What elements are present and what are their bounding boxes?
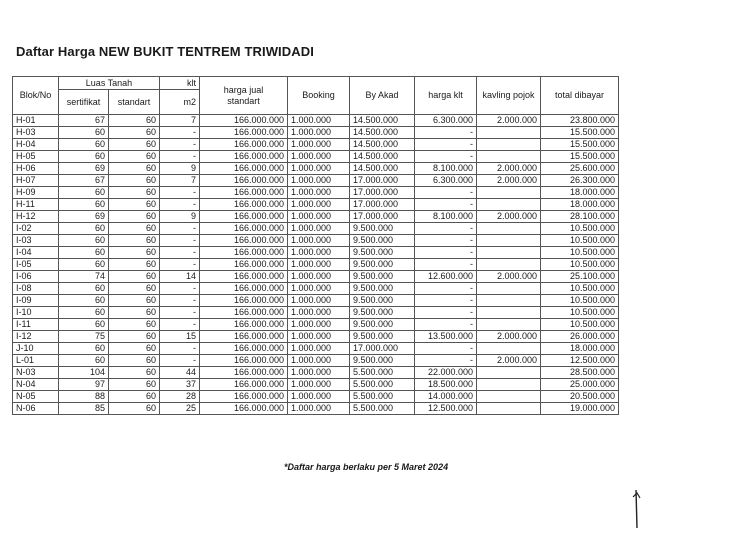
cell-kavling-pojok bbox=[477, 307, 541, 319]
cell-blok: N-04 bbox=[13, 379, 59, 391]
cell-harga-jual: 166.000.000 bbox=[200, 199, 288, 211]
cell-sertifikat: 60 bbox=[59, 151, 109, 163]
cell-kavling-pojok bbox=[477, 247, 541, 259]
cell-booking: 1.000.000 bbox=[288, 151, 350, 163]
col-header-harga-jual-line1: harga jual bbox=[223, 84, 264, 95]
cell-total: 10.500.000 bbox=[541, 223, 619, 235]
col-header-harga-jual bbox=[200, 77, 288, 115]
cell-blok: N-03 bbox=[13, 367, 59, 379]
cell-harga-jual: 166.000.000 bbox=[200, 139, 288, 151]
cell-total: 28.500.000 bbox=[541, 367, 619, 379]
cell-booking: 1.000.000 bbox=[288, 187, 350, 199]
table-row bbox=[13, 307, 619, 319]
handwritten-mark bbox=[630, 488, 644, 530]
cell-booking: 1.000.000 bbox=[288, 307, 350, 319]
cell-standart: 60 bbox=[109, 283, 160, 295]
col-header-blok: Blok/No bbox=[13, 77, 59, 115]
cell-total: 15.500.000 bbox=[541, 139, 619, 151]
cell-kavling-pojok: 2.000.000 bbox=[477, 331, 541, 343]
cell-booking: 1.000.000 bbox=[288, 235, 350, 247]
cell-standart: 60 bbox=[109, 403, 160, 415]
cell-total: 28.100.000 bbox=[541, 211, 619, 223]
cell-sertifikat: 88 bbox=[59, 391, 109, 403]
table-row bbox=[13, 403, 619, 415]
cell-klt: - bbox=[160, 259, 200, 271]
cell-harga-jual: 166.000.000 bbox=[200, 271, 288, 283]
cell-by-akad: 9.500.000 bbox=[350, 247, 415, 259]
cell-kavling-pojok: 2.000.000 bbox=[477, 211, 541, 223]
cell-klt: - bbox=[160, 235, 200, 247]
cell-booking: 1.000.000 bbox=[288, 355, 350, 367]
cell-booking: 1.000.000 bbox=[288, 403, 350, 415]
cell-klt: 37 bbox=[160, 379, 200, 391]
cell-blok: H-05 bbox=[13, 151, 59, 163]
cell-total: 18.000.000 bbox=[541, 187, 619, 199]
table-row bbox=[13, 223, 619, 235]
cell-total: 18.000.000 bbox=[541, 343, 619, 355]
cell-total: 10.500.000 bbox=[541, 259, 619, 271]
cell-by-akad: 9.500.000 bbox=[350, 319, 415, 331]
col-header-klt: klt bbox=[160, 77, 200, 90]
cell-harga-jual: 166.000.000 bbox=[200, 283, 288, 295]
cell-blok: H-09 bbox=[13, 187, 59, 199]
cell-booking: 1.000.000 bbox=[288, 199, 350, 211]
cell-klt: - bbox=[160, 247, 200, 259]
cell-sertifikat: 60 bbox=[59, 355, 109, 367]
cell-kavling-pojok bbox=[477, 199, 541, 211]
cell-klt: - bbox=[160, 199, 200, 211]
cell-standart: 60 bbox=[109, 115, 160, 127]
cell-by-akad: 9.500.000 bbox=[350, 355, 415, 367]
cell-harga-klt: - bbox=[415, 151, 477, 163]
cell-blok: L-01 bbox=[13, 355, 59, 367]
cell-standart: 60 bbox=[109, 259, 160, 271]
col-header-luas-tanah: Luas Tanah bbox=[59, 77, 160, 90]
table-row bbox=[13, 187, 619, 199]
cell-blok: H-03 bbox=[13, 127, 59, 139]
cell-standart: 60 bbox=[109, 319, 160, 331]
cell-blok: H-12 bbox=[13, 211, 59, 223]
cell-harga-klt: 18.500.000 bbox=[415, 379, 477, 391]
cell-harga-klt: - bbox=[415, 139, 477, 151]
cell-harga-jual: 166.000.000 bbox=[200, 259, 288, 271]
cell-klt: - bbox=[160, 355, 200, 367]
cell-klt: - bbox=[160, 295, 200, 307]
price-table-body bbox=[13, 115, 619, 415]
cell-by-akad: 9.500.000 bbox=[350, 307, 415, 319]
cell-standart: 60 bbox=[109, 307, 160, 319]
cell-booking: 1.000.000 bbox=[288, 319, 350, 331]
cell-sertifikat: 67 bbox=[59, 115, 109, 127]
cell-by-akad: 17.000.000 bbox=[350, 343, 415, 355]
cell-sertifikat: 74 bbox=[59, 271, 109, 283]
cell-sertifikat: 60 bbox=[59, 187, 109, 199]
cell-kavling-pojok: 2.000.000 bbox=[477, 163, 541, 175]
cell-harga-jual: 166.000.000 bbox=[200, 151, 288, 163]
cell-harga-klt: - bbox=[415, 235, 477, 247]
cell-total: 26.000.000 bbox=[541, 331, 619, 343]
cell-blok: N-05 bbox=[13, 391, 59, 403]
cell-harga-jual: 166.000.000 bbox=[200, 307, 288, 319]
cell-klt: - bbox=[160, 139, 200, 151]
cell-standart: 60 bbox=[109, 127, 160, 139]
cell-total: 25.000.000 bbox=[541, 379, 619, 391]
cell-booking: 1.000.000 bbox=[288, 343, 350, 355]
table-row bbox=[13, 355, 619, 367]
cell-blok: H-11 bbox=[13, 199, 59, 211]
table-row bbox=[13, 235, 619, 247]
table-row bbox=[13, 367, 619, 379]
cell-klt: 14 bbox=[160, 271, 200, 283]
cell-harga-jual: 166.000.000 bbox=[200, 367, 288, 379]
cell-harga-klt: - bbox=[415, 355, 477, 367]
cell-sertifikat: 60 bbox=[59, 247, 109, 259]
cell-sertifikat: 60 bbox=[59, 223, 109, 235]
cell-by-akad: 17.000.000 bbox=[350, 211, 415, 223]
cell-klt: - bbox=[160, 223, 200, 235]
col-header-total: total dibayar bbox=[541, 77, 619, 115]
cell-harga-klt: 6.300.000 bbox=[415, 115, 477, 127]
cell-standart: 60 bbox=[109, 295, 160, 307]
cell-by-akad: 17.000.000 bbox=[350, 187, 415, 199]
cell-kavling-pojok: 2.000.000 bbox=[477, 115, 541, 127]
cell-standart: 60 bbox=[109, 163, 160, 175]
cell-total: 15.500.000 bbox=[541, 151, 619, 163]
cell-by-akad: 14.500.000 bbox=[350, 127, 415, 139]
cell-by-akad: 5.500.000 bbox=[350, 379, 415, 391]
cell-blok: I-12 bbox=[13, 331, 59, 343]
table-row bbox=[13, 175, 619, 187]
cell-harga-jual: 166.000.000 bbox=[200, 295, 288, 307]
cell-klt: - bbox=[160, 307, 200, 319]
cell-standart: 60 bbox=[109, 343, 160, 355]
cell-sertifikat: 60 bbox=[59, 343, 109, 355]
table-row bbox=[13, 331, 619, 343]
col-header-kavling-pojok: kavling pojok bbox=[477, 77, 541, 115]
cell-sertifikat: 69 bbox=[59, 163, 109, 175]
cell-klt: - bbox=[160, 319, 200, 331]
cell-total: 25.100.000 bbox=[541, 271, 619, 283]
cell-total: 10.500.000 bbox=[541, 295, 619, 307]
cell-harga-jual: 166.000.000 bbox=[200, 247, 288, 259]
cell-booking: 1.000.000 bbox=[288, 211, 350, 223]
col-header-sertifikat: sertifikat bbox=[59, 90, 109, 115]
cell-by-akad: 17.000.000 bbox=[350, 175, 415, 187]
cell-booking: 1.000.000 bbox=[288, 127, 350, 139]
cell-by-akad: 9.500.000 bbox=[350, 259, 415, 271]
cell-klt: 9 bbox=[160, 211, 200, 223]
cell-harga-klt: - bbox=[415, 247, 477, 259]
cell-blok: I-08 bbox=[13, 283, 59, 295]
cell-kavling-pojok bbox=[477, 391, 541, 403]
cell-blok: I-04 bbox=[13, 247, 59, 259]
cell-harga-klt: 12.600.000 bbox=[415, 271, 477, 283]
cell-standart: 60 bbox=[109, 355, 160, 367]
cell-harga-klt: - bbox=[415, 259, 477, 271]
cell-harga-klt: - bbox=[415, 295, 477, 307]
cell-kavling-pojok bbox=[477, 139, 541, 151]
cell-total: 10.500.000 bbox=[541, 319, 619, 331]
cell-total: 26.300.000 bbox=[541, 175, 619, 187]
cell-total: 10.500.000 bbox=[541, 235, 619, 247]
cell-harga-klt: 22.000.000 bbox=[415, 367, 477, 379]
cell-sertifikat: 60 bbox=[59, 127, 109, 139]
cell-booking: 1.000.000 bbox=[288, 295, 350, 307]
table-row bbox=[13, 379, 619, 391]
cell-harga-klt: 14.000.000 bbox=[415, 391, 477, 403]
cell-booking: 1.000.000 bbox=[288, 247, 350, 259]
cell-klt: - bbox=[160, 151, 200, 163]
cell-harga-klt: - bbox=[415, 223, 477, 235]
col-header-m2: m2 bbox=[160, 90, 200, 115]
cell-by-akad: 5.500.000 bbox=[350, 403, 415, 415]
cell-sertifikat: 85 bbox=[59, 403, 109, 415]
cell-by-akad: 9.500.000 bbox=[350, 271, 415, 283]
cell-by-akad: 9.500.000 bbox=[350, 295, 415, 307]
cell-kavling-pojok bbox=[477, 319, 541, 331]
cell-sertifikat: 60 bbox=[59, 259, 109, 271]
cell-harga-jual: 166.000.000 bbox=[200, 127, 288, 139]
cell-total: 12.500.000 bbox=[541, 355, 619, 367]
table-row bbox=[13, 151, 619, 163]
table-row bbox=[13, 319, 619, 331]
cell-total: 10.500.000 bbox=[541, 247, 619, 259]
cell-harga-jual: 166.000.000 bbox=[200, 163, 288, 175]
col-header-booking: Booking bbox=[288, 77, 350, 115]
cell-kavling-pojok: 2.000.000 bbox=[477, 175, 541, 187]
cell-kavling-pojok bbox=[477, 367, 541, 379]
cell-by-akad: 9.500.000 bbox=[350, 283, 415, 295]
table-row bbox=[13, 247, 619, 259]
cell-kavling-pojok bbox=[477, 343, 541, 355]
cell-booking: 1.000.000 bbox=[288, 223, 350, 235]
cell-blok: H-06 bbox=[13, 163, 59, 175]
cell-kavling-pojok bbox=[477, 259, 541, 271]
cell-by-akad: 17.000.000 bbox=[350, 199, 415, 211]
cell-blok: J-10 bbox=[13, 343, 59, 355]
cell-standart: 60 bbox=[109, 211, 160, 223]
cell-blok: H-04 bbox=[13, 139, 59, 151]
validity-footnote: *Daftar harga berlaku per 5 Maret 2024 bbox=[284, 462, 449, 472]
cell-harga-klt: - bbox=[415, 187, 477, 199]
cell-harga-jual: 166.000.000 bbox=[200, 391, 288, 403]
cell-standart: 60 bbox=[109, 223, 160, 235]
cell-sertifikat: 75 bbox=[59, 331, 109, 343]
cell-harga-klt: - bbox=[415, 319, 477, 331]
cell-booking: 1.000.000 bbox=[288, 283, 350, 295]
cell-standart: 60 bbox=[109, 379, 160, 391]
cell-harga-klt: 13.500.000 bbox=[415, 331, 477, 343]
cell-by-akad: 9.500.000 bbox=[350, 223, 415, 235]
cell-blok: I-03 bbox=[13, 235, 59, 247]
cell-booking: 1.000.000 bbox=[288, 139, 350, 151]
cell-kavling-pojok: 2.000.000 bbox=[477, 355, 541, 367]
cell-by-akad: 9.500.000 bbox=[350, 331, 415, 343]
cell-blok: I-05 bbox=[13, 259, 59, 271]
cell-sertifikat: 60 bbox=[59, 295, 109, 307]
cell-standart: 60 bbox=[109, 175, 160, 187]
cell-booking: 1.000.000 bbox=[288, 379, 350, 391]
cell-blok: I-11 bbox=[13, 319, 59, 331]
cell-total: 10.500.000 bbox=[541, 283, 619, 295]
cell-by-akad: 14.500.000 bbox=[350, 151, 415, 163]
price-table bbox=[12, 76, 619, 415]
cell-harga-klt: - bbox=[415, 127, 477, 139]
cell-harga-klt: - bbox=[415, 343, 477, 355]
cell-kavling-pojok bbox=[477, 295, 541, 307]
table-row bbox=[13, 391, 619, 403]
cell-total: 15.500.000 bbox=[541, 127, 619, 139]
table-row bbox=[13, 139, 619, 151]
cell-blok: I-09 bbox=[13, 295, 59, 307]
cell-total: 25.600.000 bbox=[541, 163, 619, 175]
cell-by-akad: 14.500.000 bbox=[350, 139, 415, 151]
cell-total: 20.500.000 bbox=[541, 391, 619, 403]
cell-total: 10.500.000 bbox=[541, 307, 619, 319]
col-header-by-akad: By Akad bbox=[350, 77, 415, 115]
cell-booking: 1.000.000 bbox=[288, 331, 350, 343]
cell-kavling-pojok bbox=[477, 127, 541, 139]
cell-sertifikat: 60 bbox=[59, 139, 109, 151]
document-title: Daftar Harga NEW BUKIT TENTREM TRIWIDADI bbox=[16, 44, 314, 59]
cell-blok: I-02 bbox=[13, 223, 59, 235]
cell-by-akad: 14.500.000 bbox=[350, 163, 415, 175]
cell-harga-jual: 166.000.000 bbox=[200, 223, 288, 235]
cell-standart: 60 bbox=[109, 235, 160, 247]
cell-booking: 1.000.000 bbox=[288, 163, 350, 175]
cell-blok: I-10 bbox=[13, 307, 59, 319]
cell-kavling-pojok bbox=[477, 223, 541, 235]
cell-kavling-pojok bbox=[477, 235, 541, 247]
cell-blok: H-01 bbox=[13, 115, 59, 127]
cell-klt: 44 bbox=[160, 367, 200, 379]
table-row bbox=[13, 259, 619, 271]
cell-sertifikat: 67 bbox=[59, 175, 109, 187]
cell-standart: 60 bbox=[109, 199, 160, 211]
cell-harga-jual: 166.000.000 bbox=[200, 175, 288, 187]
cell-klt: - bbox=[160, 283, 200, 295]
cell-sertifikat: 60 bbox=[59, 235, 109, 247]
cell-klt: 25 bbox=[160, 403, 200, 415]
cell-standart: 60 bbox=[109, 247, 160, 259]
cell-blok: H-07 bbox=[13, 175, 59, 187]
cell-kavling-pojok: 2.000.000 bbox=[477, 271, 541, 283]
cell-klt: - bbox=[160, 187, 200, 199]
cell-by-akad: 5.500.000 bbox=[350, 391, 415, 403]
cell-standart: 60 bbox=[109, 391, 160, 403]
table-row bbox=[13, 163, 619, 175]
cell-harga-klt: 6.300.000 bbox=[415, 175, 477, 187]
cell-harga-jual: 166.000.000 bbox=[200, 319, 288, 331]
cell-total: 19.000.000 bbox=[541, 403, 619, 415]
cell-standart: 60 bbox=[109, 367, 160, 379]
cell-harga-klt: 12.500.000 bbox=[415, 403, 477, 415]
cell-by-akad: 5.500.000 bbox=[350, 367, 415, 379]
cell-standart: 60 bbox=[109, 187, 160, 199]
cell-harga-jual: 166.000.000 bbox=[200, 187, 288, 199]
cell-harga-jual: 166.000.000 bbox=[200, 235, 288, 247]
cell-sertifikat: 60 bbox=[59, 199, 109, 211]
cell-harga-klt: 8.100.000 bbox=[415, 163, 477, 175]
cell-by-akad: 14.500.000 bbox=[350, 115, 415, 127]
cell-kavling-pojok bbox=[477, 151, 541, 163]
cell-booking: 1.000.000 bbox=[288, 271, 350, 283]
col-header-harga-klt: harga klt bbox=[415, 77, 477, 115]
cell-harga-jual: 166.000.000 bbox=[200, 115, 288, 127]
cell-total: 18.000.000 bbox=[541, 199, 619, 211]
cell-harga-klt: 8.100.000 bbox=[415, 211, 477, 223]
cell-booking: 1.000.000 bbox=[288, 115, 350, 127]
cell-harga-klt: - bbox=[415, 283, 477, 295]
table-row bbox=[13, 271, 619, 283]
col-header-harga-jual-line2: standart bbox=[227, 95, 260, 106]
cell-booking: 1.000.000 bbox=[288, 391, 350, 403]
cell-booking: 1.000.000 bbox=[288, 175, 350, 187]
cell-sertifikat: 97 bbox=[59, 379, 109, 391]
cell-total: 23.800.000 bbox=[541, 115, 619, 127]
cell-harga-klt: - bbox=[415, 307, 477, 319]
cell-kavling-pojok bbox=[477, 379, 541, 391]
cell-kavling-pojok bbox=[477, 283, 541, 295]
cell-sertifikat: 60 bbox=[59, 283, 109, 295]
cell-sertifikat: 60 bbox=[59, 319, 109, 331]
col-header-standart: standart bbox=[109, 90, 160, 115]
cell-klt: 15 bbox=[160, 331, 200, 343]
cell-blok: I-06 bbox=[13, 271, 59, 283]
cell-klt: 28 bbox=[160, 391, 200, 403]
table-row bbox=[13, 343, 619, 355]
cell-standart: 60 bbox=[109, 271, 160, 283]
cell-harga-jual: 166.000.000 bbox=[200, 379, 288, 391]
cell-by-akad: 9.500.000 bbox=[350, 235, 415, 247]
cell-standart: 60 bbox=[109, 139, 160, 151]
cell-sertifikat: 60 bbox=[59, 307, 109, 319]
table-row bbox=[13, 127, 619, 139]
cell-kavling-pojok bbox=[477, 403, 541, 415]
cell-kavling-pojok bbox=[477, 187, 541, 199]
cell-harga-jual: 166.000.000 bbox=[200, 355, 288, 367]
cell-standart: 60 bbox=[109, 331, 160, 343]
cell-harga-jual: 166.000.000 bbox=[200, 403, 288, 415]
cell-klt: - bbox=[160, 127, 200, 139]
cell-sertifikat: 104 bbox=[59, 367, 109, 379]
cell-standart: 60 bbox=[109, 151, 160, 163]
table-row bbox=[13, 199, 619, 211]
cell-klt: 7 bbox=[160, 115, 200, 127]
cell-booking: 1.000.000 bbox=[288, 259, 350, 271]
cell-harga-klt: - bbox=[415, 199, 477, 211]
table-row bbox=[13, 295, 619, 307]
table-row bbox=[13, 283, 619, 295]
cell-harga-jual: 166.000.000 bbox=[200, 211, 288, 223]
cell-klt: - bbox=[160, 343, 200, 355]
table-row bbox=[13, 115, 619, 127]
cell-klt: 9 bbox=[160, 163, 200, 175]
cell-harga-jual: 166.000.000 bbox=[200, 331, 288, 343]
cell-harga-jual: 166.000.000 bbox=[200, 343, 288, 355]
cell-booking: 1.000.000 bbox=[288, 367, 350, 379]
cell-blok: N-06 bbox=[13, 403, 59, 415]
table-row bbox=[13, 211, 619, 223]
cell-sertifikat: 69 bbox=[59, 211, 109, 223]
cell-klt: 7 bbox=[160, 175, 200, 187]
